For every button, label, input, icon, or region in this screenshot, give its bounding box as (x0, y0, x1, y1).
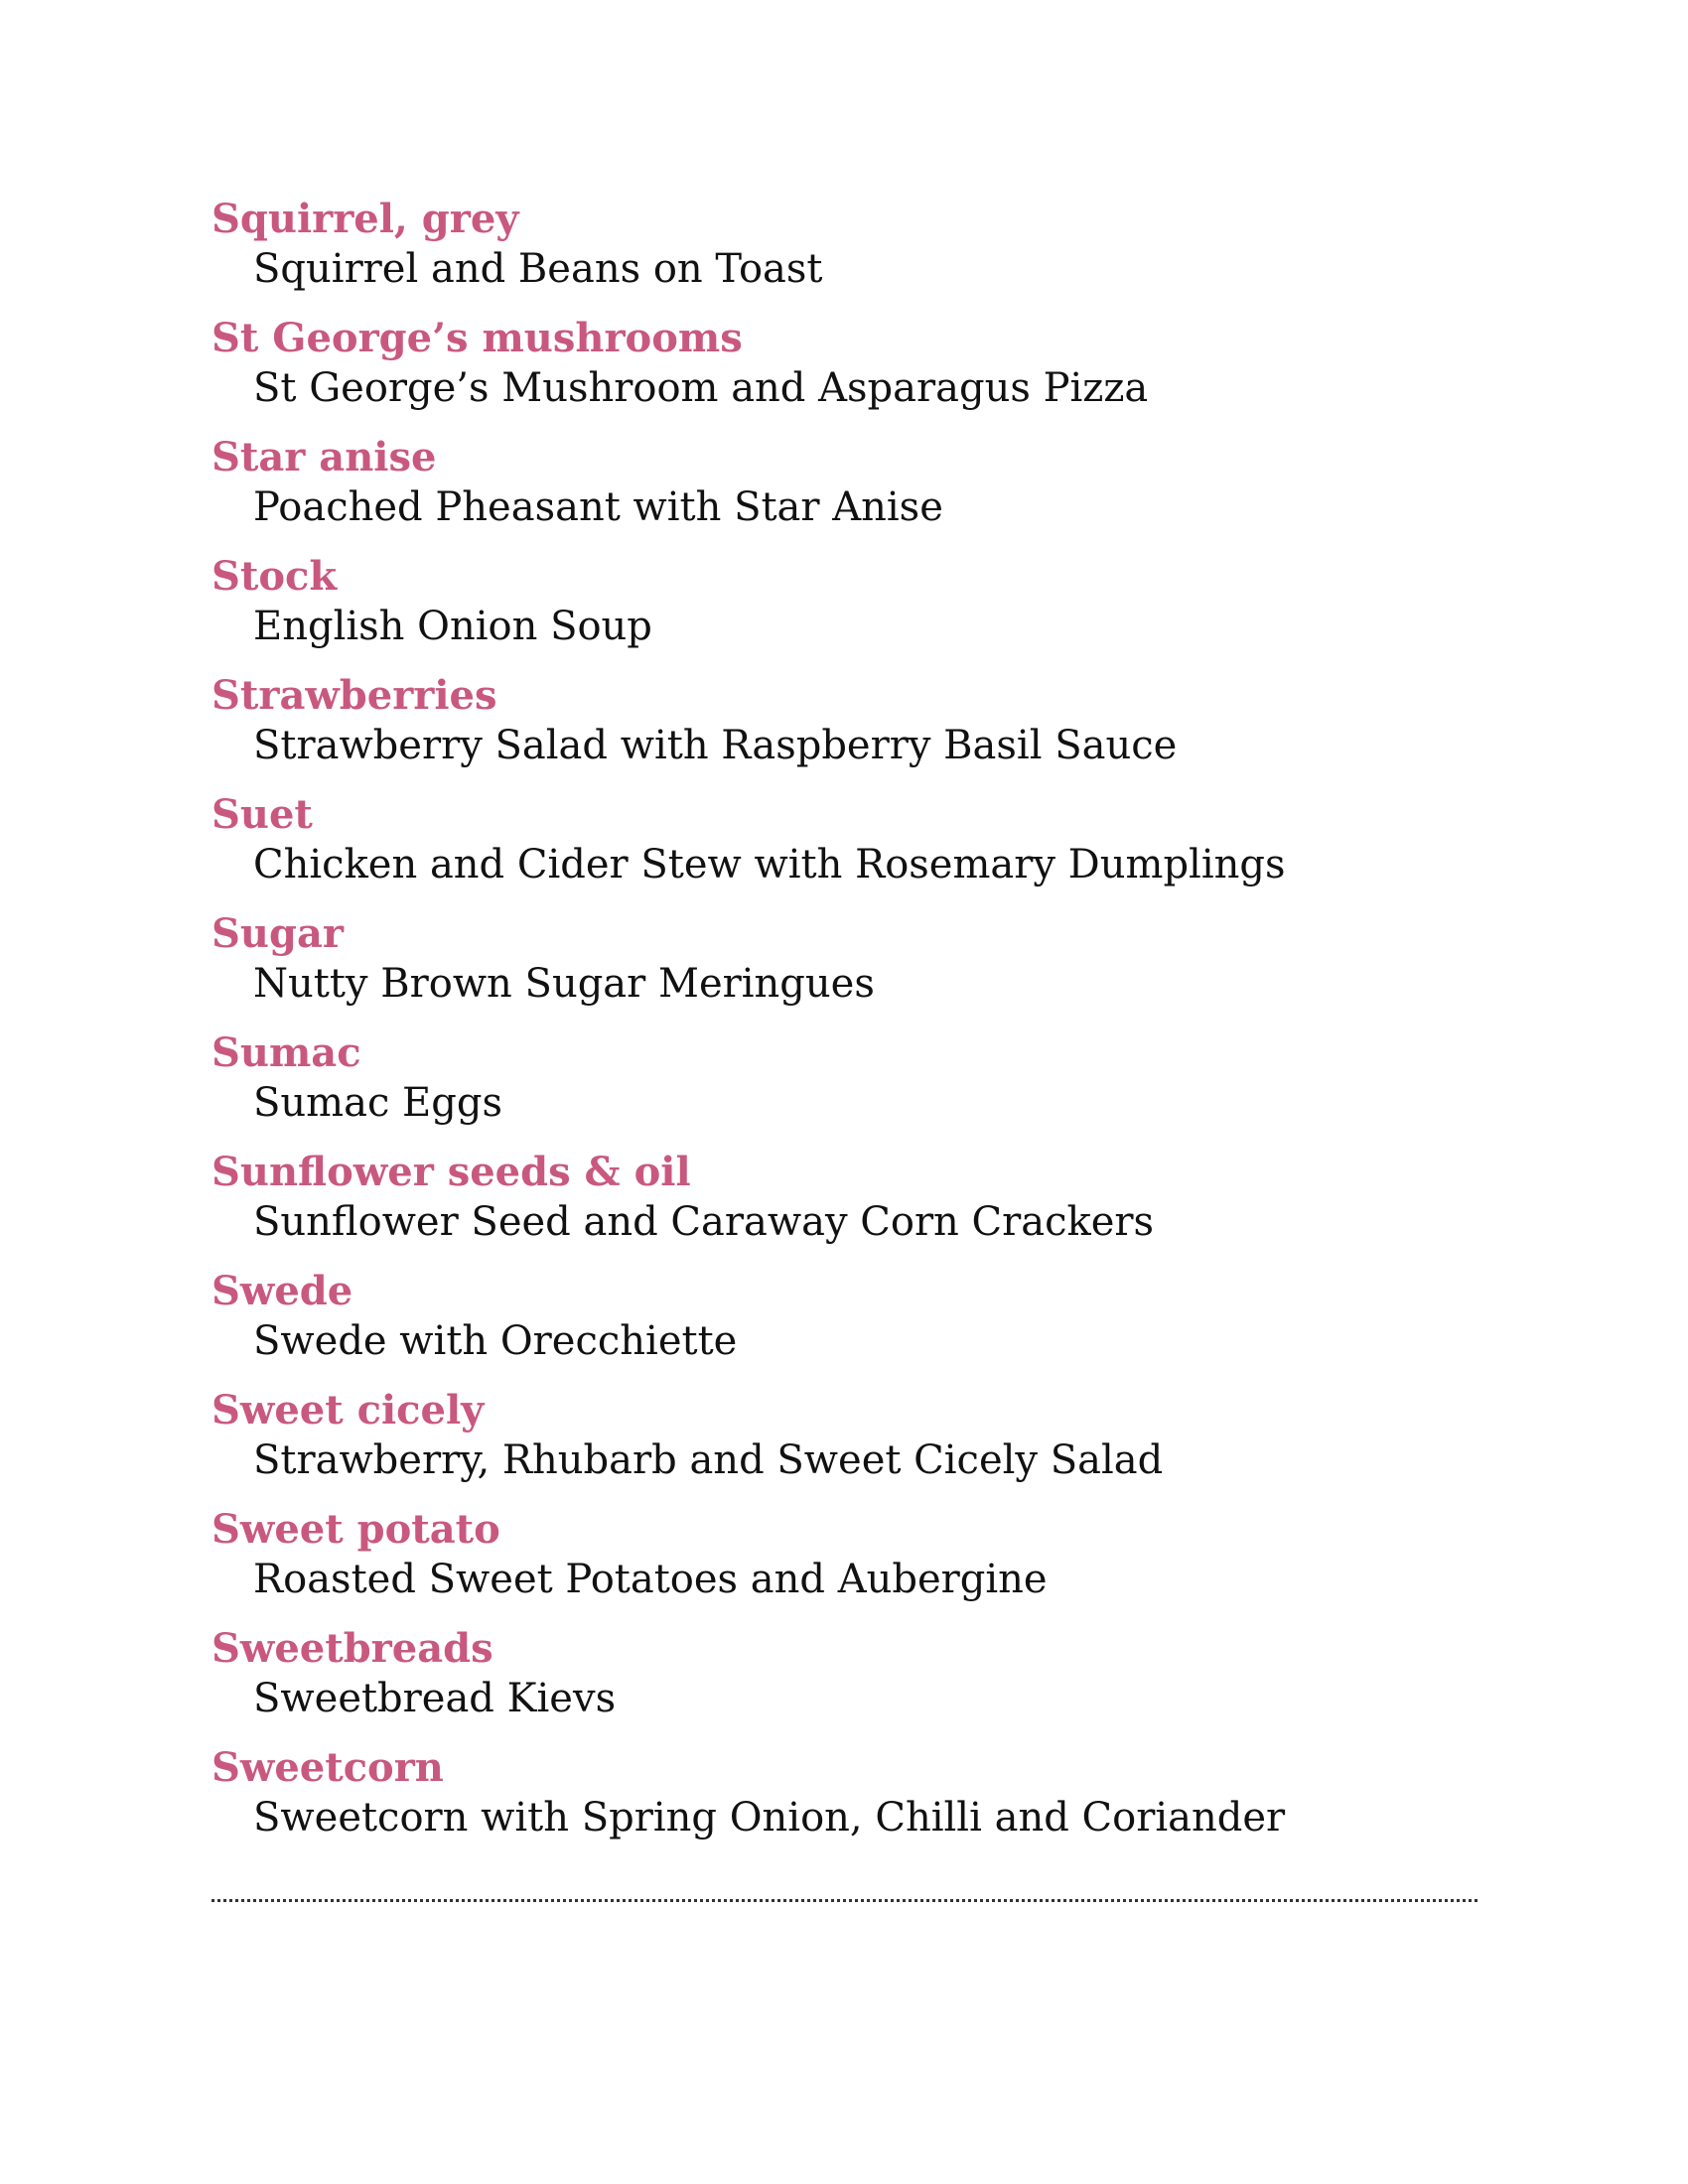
recipe-title: English Onion Soup (253, 604, 652, 649)
index-entry (211, 1267, 1477, 1366)
index-entry (211, 1505, 1477, 1604)
recipe-title: Strawberry Salad with Raspberry Basil Sauce (253, 723, 1178, 768)
index-entry (211, 1028, 1477, 1128)
index-entry (211, 1148, 1477, 1247)
index-entry (211, 433, 1477, 532)
index-entry (211, 790, 1477, 889)
recipe-title: Sweetcorn with Spring Onion, Chilli and Coriander (253, 1795, 1286, 1841)
index-term: Swede (211, 1268, 353, 1314)
recipe-title: Swede with Orecchiette (253, 1318, 738, 1364)
recipe-title: Sumac Eggs (253, 1080, 502, 1126)
index-term: Sweet cicely (211, 1387, 485, 1433)
index-entry (211, 195, 1477, 294)
index-term: Star anise (211, 434, 437, 480)
dotted-divider (211, 1899, 1477, 1902)
index-entry (211, 314, 1477, 413)
index-entry (211, 1386, 1477, 1485)
index-term: Stock (211, 553, 338, 600)
index-entry (211, 671, 1477, 770)
index-term: Sumac (211, 1029, 361, 1076)
index-term: Sweet potato (211, 1506, 500, 1553)
index-list (211, 195, 1477, 1862)
index-entry (211, 909, 1477, 1009)
recipe-title: St George’s Mushroom and Asparagus Pizza (253, 365, 1149, 411)
index-term: Sunflower seeds & oil (211, 1149, 691, 1195)
recipe-title: Chicken and Cider Stew with Rosemary Dumplings (253, 842, 1286, 887)
index-term: Suet (211, 791, 313, 838)
index-term: Sugar (211, 910, 344, 957)
index-term: Strawberries (211, 672, 497, 719)
index-entry (211, 1624, 1477, 1723)
index-entry (211, 1743, 1477, 1843)
recipe-title: Squirrel and Beans on Toast (253, 246, 823, 292)
index-term: Sweetcorn (211, 1744, 444, 1791)
recipe-title: Nutty Brown Sugar Meringues (253, 961, 875, 1007)
index-term: St George’s mushrooms (211, 315, 743, 361)
index-term: Sweetbreads (211, 1625, 493, 1672)
recipe-title: Strawberry, Rhubarb and Sweet Cicely Salad (253, 1437, 1164, 1483)
index-term: Squirrel, grey (211, 196, 519, 242)
recipe-title: Roasted Sweet Potatoes and Aubergine (253, 1557, 1048, 1602)
recipe-title: Sunflower Seed and Caraway Corn Crackers (253, 1199, 1155, 1245)
index-entry (211, 552, 1477, 651)
recipe-title: Poached Pheasant with Star Anise (253, 484, 943, 530)
recipe-title: Sweetbread Kievs (253, 1676, 617, 1721)
